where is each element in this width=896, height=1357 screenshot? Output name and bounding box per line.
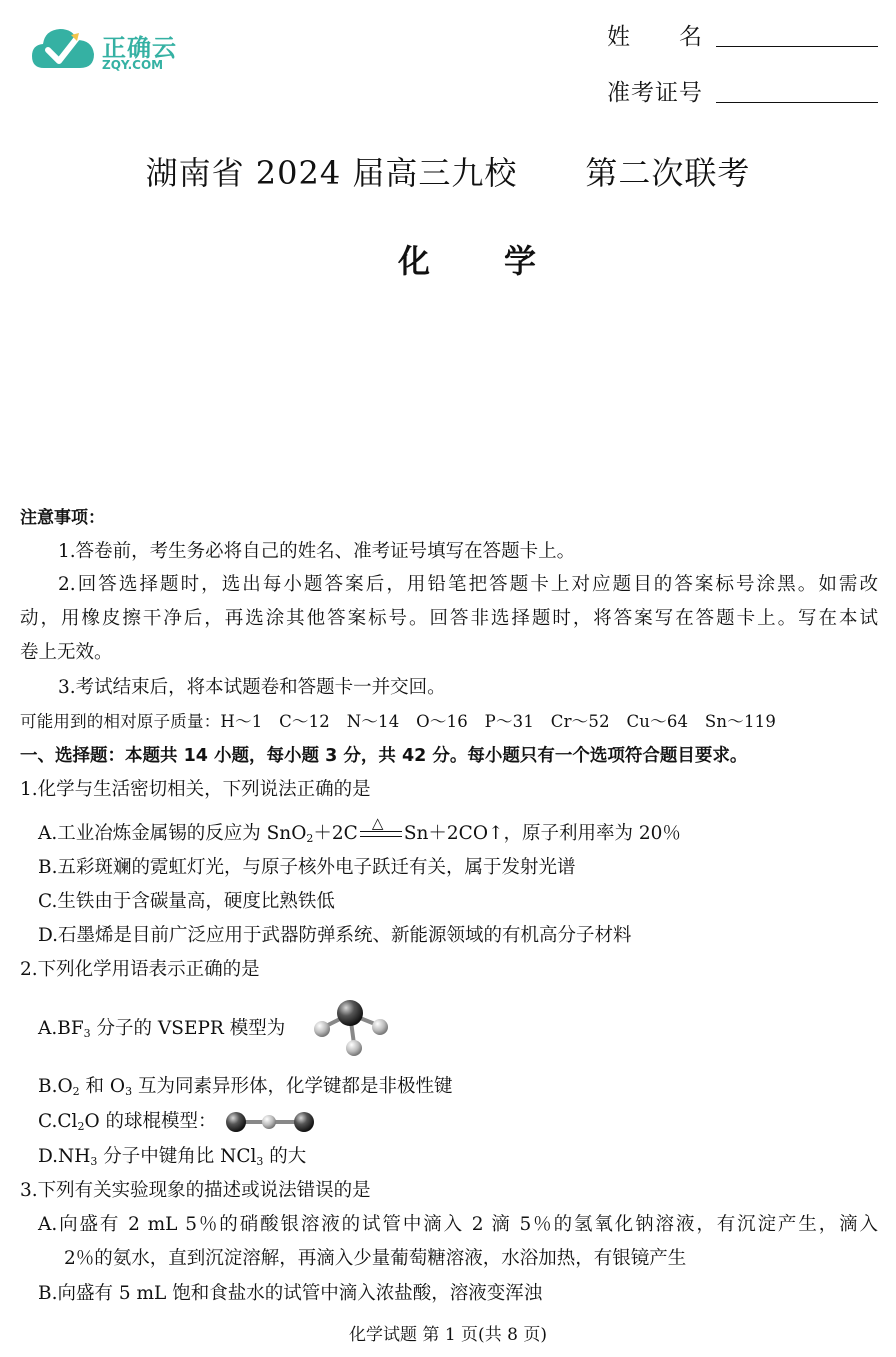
- q1-option-b: B.五彩斑斓的霓虹灯光，与原子核外电子跃迁有关，属于发射光谱: [38, 857, 576, 878]
- title-right: 第二次联考: [585, 154, 751, 192]
- bf3-vsepr-model-image: [310, 996, 392, 1060]
- notice-item-2-line-2: 动，用橡皮擦干净后，再选涂其他答案标号。回答非选择题时，将答案写在答题卡上。写在本试: [20, 608, 878, 629]
- q2-option-d: $D.NH_3$ 分子中键角比 NCl$_3$ 的大: [38, 1146, 307, 1168]
- section-1-heading: 一、选择题：本题共 14 小题，每小题 3 分，共 42 分。每小题只有一个选项符合题目要求。: [20, 746, 748, 766]
- page-footer: 化学试题 第 1 页(共 8 页): [349, 1325, 547, 1345]
- check-cloud-icon: [30, 24, 96, 72]
- q2-option-c: $C.Cl_2O$ 的球棍模型：: [38, 1111, 217, 1133]
- q1-stem: 1.化学与生活密切相关，下列说法正确的是: [20, 779, 371, 800]
- q1-option-a: A.工业冶炼金属锡的反应为 SnO$_2$＋2C △ Sn＋2CO↑，原子利用率为 20％: [38, 821, 681, 852]
- notice-item-3: 3.考试结束后，将本试题卷和答题卡一并交回。: [58, 677, 446, 698]
- name-field-line: [716, 46, 878, 47]
- exam-id-label: 准考证号: [607, 80, 703, 106]
- logo-brand-text: 正确云: [102, 34, 177, 62]
- q3-option-a-line-2: 2％的氨水，直到沉淀溶解，再滴入少量葡萄糖溶液，水浴加热，有银镜产生: [64, 1248, 687, 1269]
- q3-option-b: B.向盛有 5 mL 饱和食盐水的试管中滴入浓盐酸，溶液变浑浊: [38, 1283, 543, 1304]
- name-label: 姓 名: [607, 24, 703, 50]
- logo-domain-text: ZQY.COM: [102, 58, 164, 72]
- q2-option-b: $B.O_2$ 和 $O_3$ 互为同素异形体，化学键都是非极性键: [38, 1076, 453, 1098]
- heat-triangle: △: [371, 814, 384, 832]
- title-left: 湖南省 2024 届高三九校: [145, 154, 518, 192]
- notice-heading: 注意事项：: [20, 508, 105, 528]
- q2-stem: 2.下列化学用语表示正确的是: [20, 959, 260, 980]
- zqy-logo: [30, 22, 190, 74]
- q1-option-d: D.石墨烯是目前广泛应用于武器防弹系统、新能源领域的有机高分子材料: [38, 925, 632, 946]
- q3-option-a-line-1: A.向盛有 2 mL 5％的硝酸银溶液的试管中滴入 2 滴 5％的氢氧化钠溶液，有沉淀产生，滴入: [38, 1214, 878, 1235]
- exam-id-field-line: [716, 102, 878, 103]
- subject-heading: 化学: [397, 242, 610, 280]
- atomic-masses: 可能用到的相对原子质量：H～1 C～12 N～14 O～16 P～31 Cr～52 Cu～64 Sn～119: [20, 712, 777, 731]
- cl2o-ball-stick-model-image: [224, 1111, 318, 1133]
- notice-item-2-line-1: 2.回答选择题时，选出每小题答案后，用铅笔把答题卡上对应题目的答案标号涂黑。如需改: [58, 574, 878, 595]
- heat-equals-sign: [358, 814, 404, 844]
- notice-item-1: 1.答卷前，考生务必将自己的姓名、准考证号填写在答题卡上。: [58, 541, 576, 562]
- page-title: [0, 148, 896, 194]
- q2-option-a: $A.BF_3$ 分子的 VSEPR 模型为: [38, 1018, 286, 1040]
- q3-stem: 3.下列有关实验现象的描述或说法错误的是: [20, 1180, 371, 1201]
- q1-option-c: C.生铁由于含碳量高，硬度比熟铁低: [38, 891, 335, 912]
- notice-item-2-line-3: 卷上无效。: [20, 642, 113, 663]
